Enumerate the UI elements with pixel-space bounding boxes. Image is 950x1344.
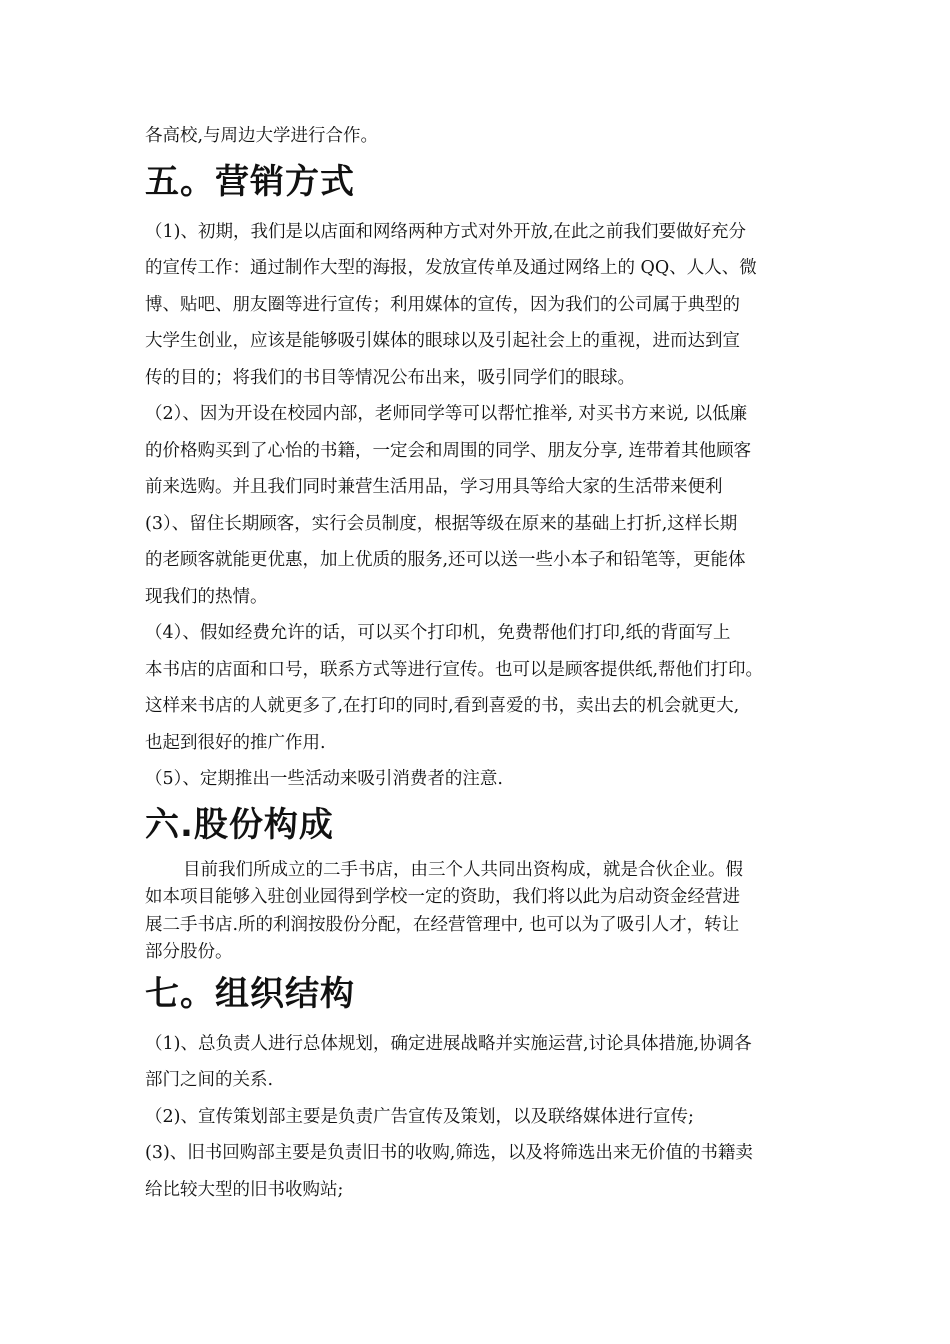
paragraph-line: 的价格购买到了心怡的书籍，一定会和周围的同学、朋友分享, 连带着其他顾客	[145, 440, 752, 461]
paragraph-line: (3）、留住长期顾客，实行会员制度，根据等级在原来的基础上打折,这样长期	[145, 513, 738, 534]
paragraph-line: 展二手书店.所的利润按股份分配，在经营管理中, 也可以为了吸引人才，转让	[145, 914, 740, 935]
section-5-heading: 五。营销方式	[145, 161, 355, 202]
paragraph-line: （5）、定期推出一些活动来吸引消费者的注意.	[145, 769, 503, 789]
document-body	[145, 118, 825, 1208]
paragraph-line: （1)、初期，我们是以店面和网络两种方式对外开放,在此之前我们要做好充分	[145, 221, 747, 242]
paragraph-line: （1)、总负责人进行总体规划，确定进展战略并实施运营,讨论具体措施,协调各	[145, 1033, 752, 1054]
paragraph-line: 部门之间的关系.	[145, 1070, 274, 1090]
paragraph-line: 大学生创业，应该是能够吸引媒体的眼球以及引起社会上的重视，进而达到宣	[145, 331, 740, 351]
paragraph-line: 给比较大型的旧书收购站;	[145, 1179, 344, 1200]
paragraph-line: 也起到很好的推广作用.	[145, 732, 326, 753]
section-6-heading: 六.股份构成	[145, 804, 334, 845]
paragraph-line: (3)、旧书回购部主要是负责旧书的收购,筛选，以及将筛选出来无价值的书籍卖	[145, 1143, 753, 1163]
paragraph-line: 本书店的店面和口号，联系方式等进行宣传。也可以是顾客提供纸,帮他们打印。	[145, 659, 764, 680]
paragraph-line: 现我们的热情。	[145, 586, 268, 607]
paragraph-line: 这样来书店的人就更多了,在打印的同时,看到喜爱的书，卖出去的机会就更大,	[145, 696, 740, 716]
paragraph-line: 的老顾客就能更优惠，加上优质的服务,还可以送一些小本子和铅笔等，更能体	[145, 550, 746, 570]
paragraph-line: （2）、因为开设在校园内部，老师同学等可以帮忙推举, 对买书方来说, 以低廉	[145, 404, 748, 424]
paragraph-line: 如本项目能够入驻创业园得到学校一定的资助，我们将以此为启动资金经营进	[145, 887, 740, 907]
paragraph-line: 传的目的；将我们的书目等情况公布出来，吸引同学们的眼球。	[145, 367, 635, 388]
section-7-body	[145, 1026, 825, 1209]
paragraph-line: 目前我们所成立的二手书店，由三个人共同出资构成，就是合伙企业。假	[183, 859, 743, 880]
paragraph-line: 部分股份。	[145, 942, 233, 962]
intro-line: 各高校,与周边大学进行合作。	[145, 126, 379, 146]
section-6-body	[145, 857, 825, 967]
paragraph-line: 前来选购。并且我们同时兼营生活用品，学习用具等给大家的生活带来便利	[145, 477, 723, 497]
section-7-heading: 七。组织结构	[145, 973, 355, 1014]
paragraph-line: （2)、宣传策划部主要是负责广告宣传及策划，以及联络媒体进行宣传;	[145, 1106, 694, 1127]
paragraph-line: 的宣传工作：通过制作大型的海报，发放宣传单及通过网络上的 QQ、人人、微	[145, 258, 757, 278]
section-5-body	[145, 214, 825, 798]
paragraph-line: （4）、假如经费允许的话，可以买个打印机，免费帮他们打印,纸的背面写上	[145, 623, 731, 643]
paragraph-line: 博、贴吧、朋友圈等进行宣传；利用媒体的宣传，因为我们的公司属于典型的	[145, 294, 740, 315]
